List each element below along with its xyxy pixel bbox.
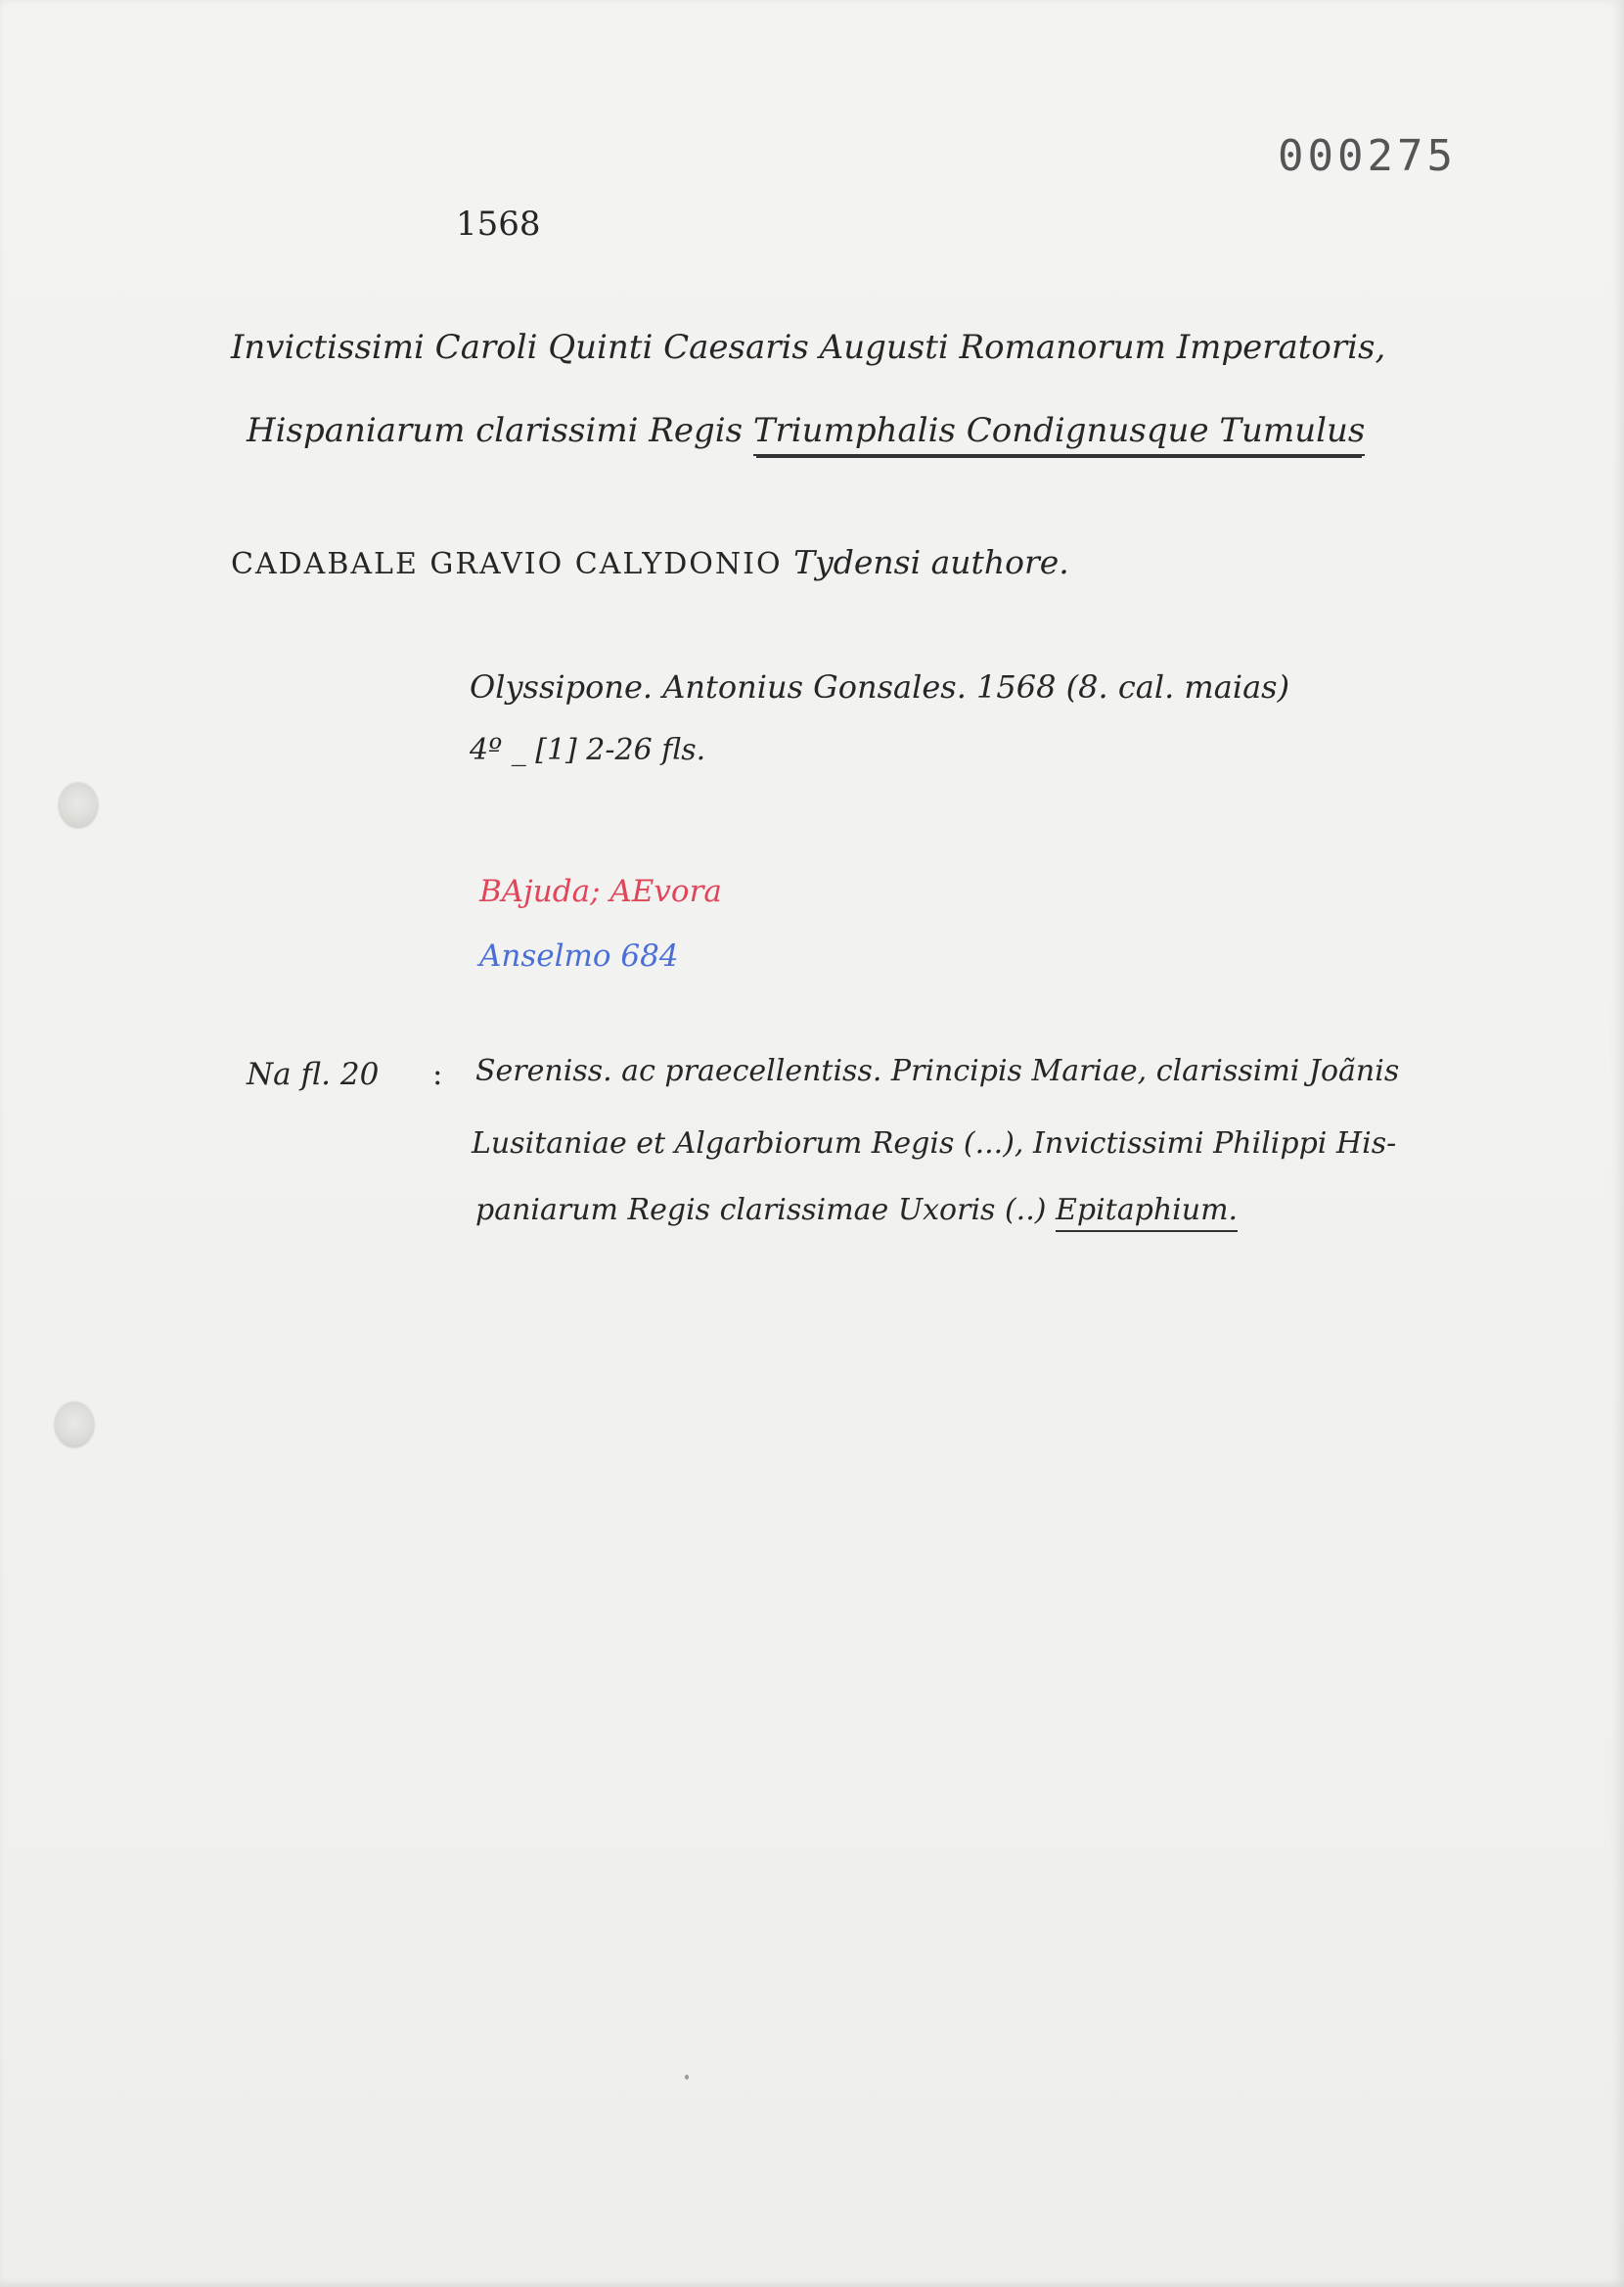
note-line-3 [475, 1193, 1239, 1227]
imprint-line: Olyssipone. Antonius Gonsales. 1568 (8. cal. maias) [470, 668, 1290, 706]
author-rest: Tydensi authore. [793, 543, 1069, 581]
stamp-number: 000275 [1278, 131, 1457, 181]
punch-hole-bottom [55, 1402, 94, 1447]
note-colon: : [432, 1057, 443, 1092]
note-line-3-prefix: paniarum Regis clarissimae Uxoris (..) [475, 1193, 1056, 1227]
note-label: Na fl. 20 [247, 1057, 380, 1092]
format-line: 4º _ [1] 2-26 fls. [470, 733, 706, 767]
title-line-1: Invictissimi Caroli Quinti Caesaris Augusti Romanorum Imperatoris, [231, 328, 1386, 367]
title-line-2-underlined: Triumphalis Condignusque Tumulus [753, 411, 1365, 456]
paper-speck [685, 2075, 689, 2080]
author-line [231, 543, 1069, 581]
title-line-2-prefix: Hispaniarum clarissimi Regis [247, 411, 753, 450]
punch-hole-top [59, 783, 98, 828]
publication-year: 1568 [456, 205, 541, 244]
author-caps: CADABALE GRAVIO CALYDONIO [231, 547, 783, 581]
note-line-1: Sereniss. ac praecellentiss. Principis Mariae, clarissimi Joãnis [475, 1054, 1400, 1088]
note-line-2: Lusitaniae et Algarbiorum Regis (...), Invictissimi Philippi His- [472, 1126, 1397, 1161]
title-line-2 [247, 411, 1366, 450]
note-line-3-underlined: Epitaphium. [1056, 1193, 1238, 1232]
bibliographic-reference: Anselmo 684 [479, 938, 679, 974]
holding-locations: BAjuda; AEvora [479, 874, 722, 909]
